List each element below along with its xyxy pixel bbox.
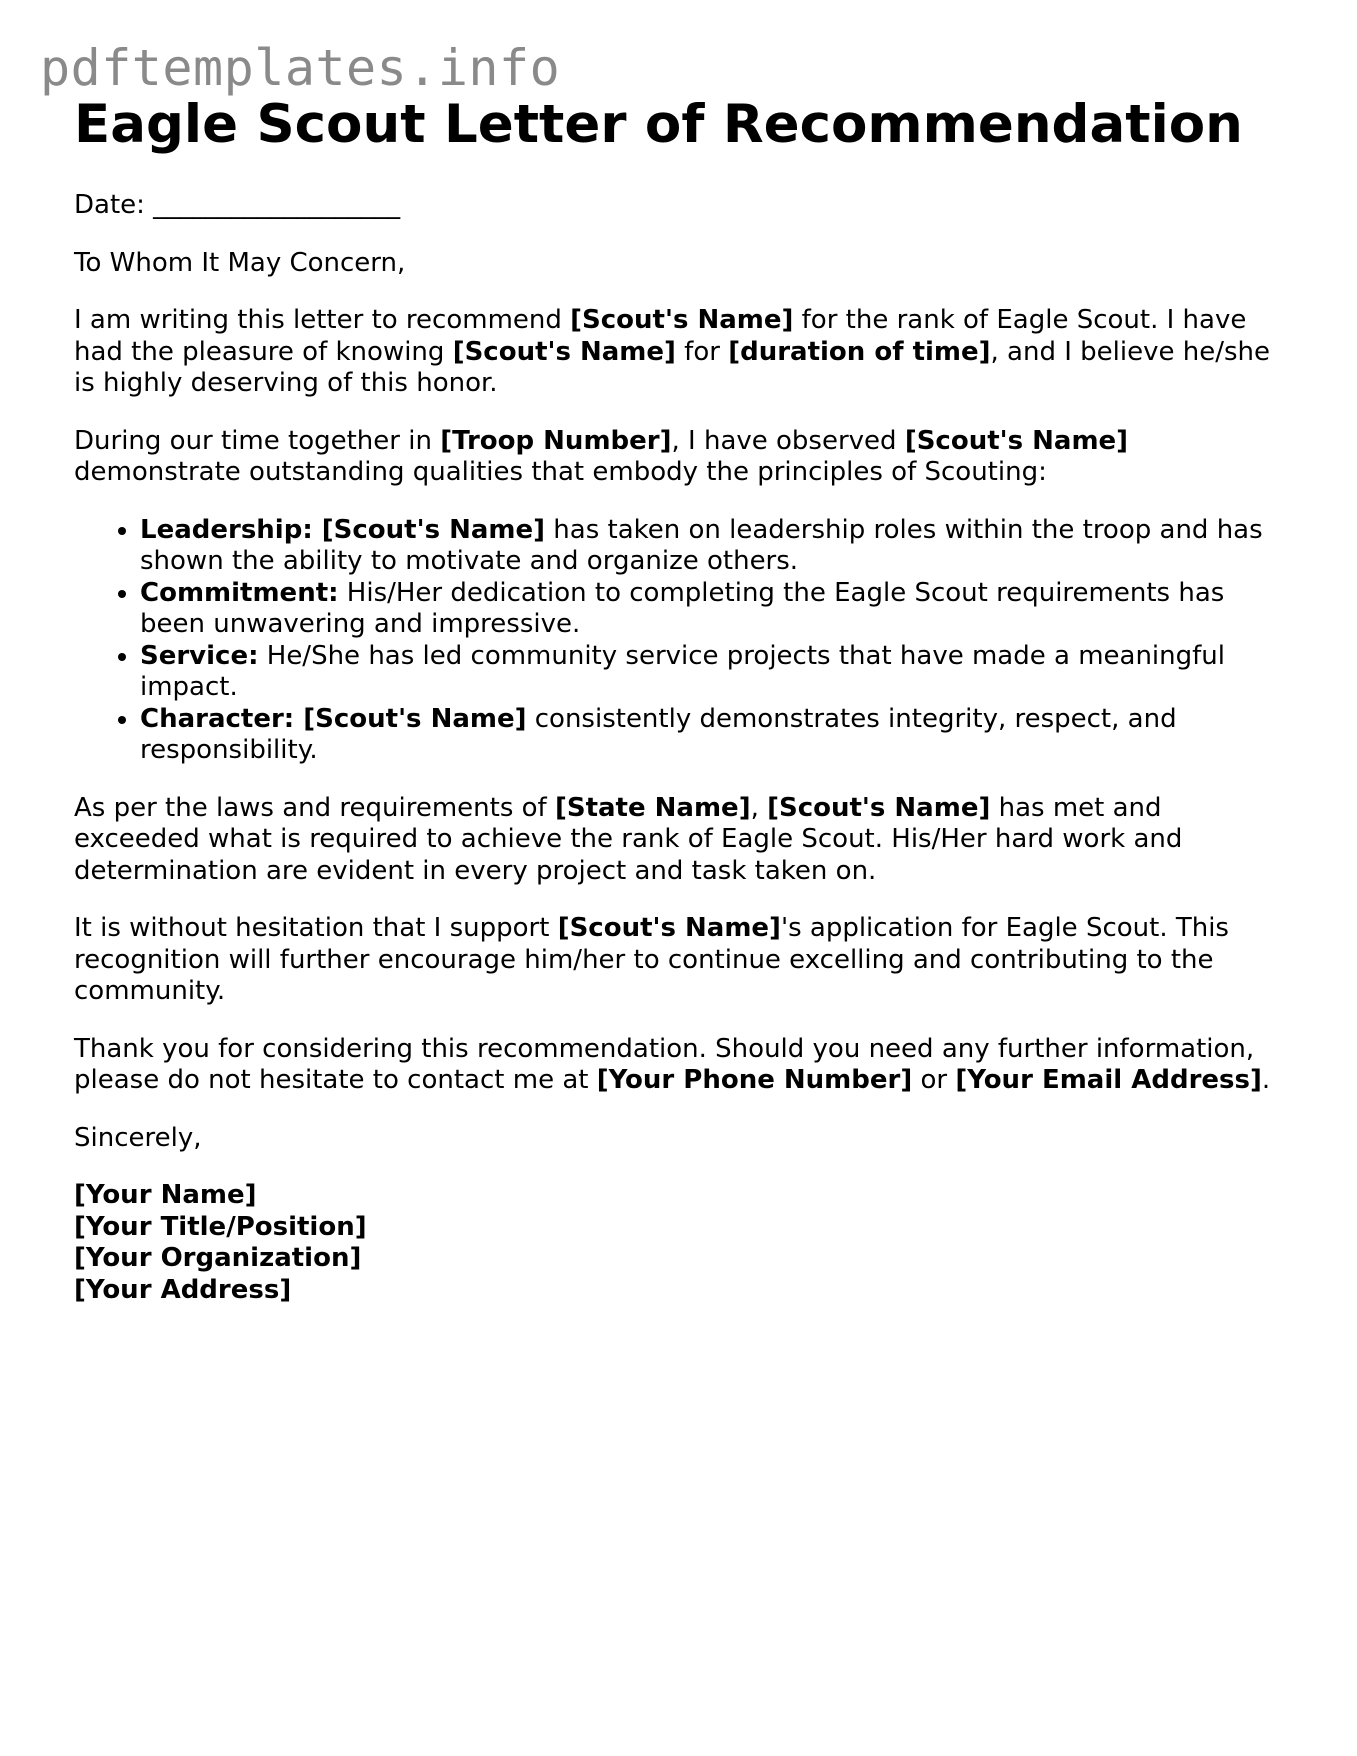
date-blank: ___________________ bbox=[153, 190, 401, 220]
quality-label: Leadership: bbox=[140, 514, 313, 545]
text-segment: As per the laws and requirements of bbox=[74, 792, 555, 823]
date-line bbox=[74, 190, 1294, 222]
signature-title: [Your Title/Position] bbox=[74, 1211, 367, 1242]
salutation: To Whom It May Concern, bbox=[74, 247, 406, 278]
list-item bbox=[140, 578, 1294, 641]
signature-block bbox=[74, 1180, 1294, 1306]
quality-text: His/Her dedication to completing the Eagle Scout requirements has been unwavering and impressive. bbox=[140, 577, 1225, 639]
placeholder-duration: [duration of time] bbox=[728, 336, 991, 367]
date-label: Date: bbox=[74, 190, 145, 220]
text-segment: , I have observed bbox=[671, 425, 905, 456]
text-segment: . bbox=[1261, 1065, 1271, 1095]
placeholder-scout-name: [Scout's Name] bbox=[767, 792, 991, 823]
closing: Sincerely, bbox=[74, 1122, 202, 1153]
placeholder-scout-name: [Scout's Name] bbox=[904, 425, 1129, 456]
quality-label: Character: bbox=[140, 703, 295, 734]
paragraph-observations bbox=[74, 426, 1294, 489]
text-segment: for bbox=[675, 336, 729, 367]
signature-address: [Your Address] bbox=[74, 1274, 292, 1305]
text-segment: or bbox=[912, 1065, 956, 1095]
placeholder-phone-number: [Your Phone Number] bbox=[596, 1065, 913, 1095]
placeholder-state-name: [State Name] bbox=[554, 792, 751, 823]
text-segment: It is without hesitation that I support bbox=[74, 913, 558, 943]
list-item bbox=[140, 515, 1294, 578]
placeholder-scout-name: [Scout's Name] bbox=[294, 703, 527, 734]
placeholder-scout-name: [Scout's Name] bbox=[557, 913, 781, 943]
paragraph-contact bbox=[74, 1034, 1294, 1097]
paragraph-requirements bbox=[74, 793, 1294, 888]
letter-page bbox=[74, 92, 1294, 1306]
placeholder-email-address: [Your Email Address] bbox=[955, 1065, 1262, 1095]
signature-name: [Your Name] bbox=[74, 1180, 257, 1210]
placeholder-scout-name: [Scout's Name] bbox=[312, 514, 546, 545]
qualities-list bbox=[74, 515, 1294, 767]
paragraph-support bbox=[74, 913, 1294, 1008]
paragraph-recommendation bbox=[74, 305, 1294, 400]
watermark: pdftemplates.info bbox=[40, 39, 561, 97]
list-item bbox=[140, 641, 1294, 704]
text-segment: demonstrate outstanding qualities that embody the principles of Scouting: bbox=[74, 457, 1047, 487]
text-segment: During our time together in bbox=[74, 425, 441, 456]
page-title: Eagle Scout Letter of Recommendation bbox=[74, 94, 1243, 155]
text-segment: 's application for Eagle Scout. This recognition will further encourage him/her to continue excelling and contributing to the community. bbox=[74, 913, 1229, 1006]
list-item bbox=[140, 704, 1294, 767]
quality-text: consistently demonstrates integrity, respect, and responsibility. bbox=[140, 703, 1177, 765]
placeholder-scout-name: [Scout's Name] bbox=[452, 336, 676, 367]
text-segment: , and I believe he/she is highly deserving of this honor. bbox=[74, 336, 1271, 398]
placeholder-scout-name: [Scout's Name] bbox=[570, 305, 794, 335]
placeholder-troop-number: [Troop Number] bbox=[440, 425, 672, 456]
text-segment: for the rank of Eagle Scout. I have had the pleasure of knowing bbox=[74, 305, 1247, 367]
text-segment: has met and exceeded what is required to achieve the rank of Eagle Scout. His/Her hard work and determination are evident in every project and task taken on. bbox=[74, 792, 1183, 886]
quality-label: Commitment: bbox=[140, 577, 339, 608]
signature-organization: [Your Organization] bbox=[74, 1243, 362, 1273]
quality-label: Service: bbox=[140, 640, 259, 671]
text-segment: , bbox=[750, 792, 768, 823]
text-segment: I am writing this letter to recommend bbox=[74, 305, 571, 335]
quality-text: He/She has led community service projects that have made a meaningful impact. bbox=[140, 640, 1225, 702]
text-segment: Thank you for considering this recommendation. Should you need any further information, please do not hesitate to contact me at bbox=[74, 1033, 1255, 1095]
quality-text: has taken on leadership roles within the troop and has shown the ability to motivate and organize others. bbox=[140, 514, 1263, 576]
